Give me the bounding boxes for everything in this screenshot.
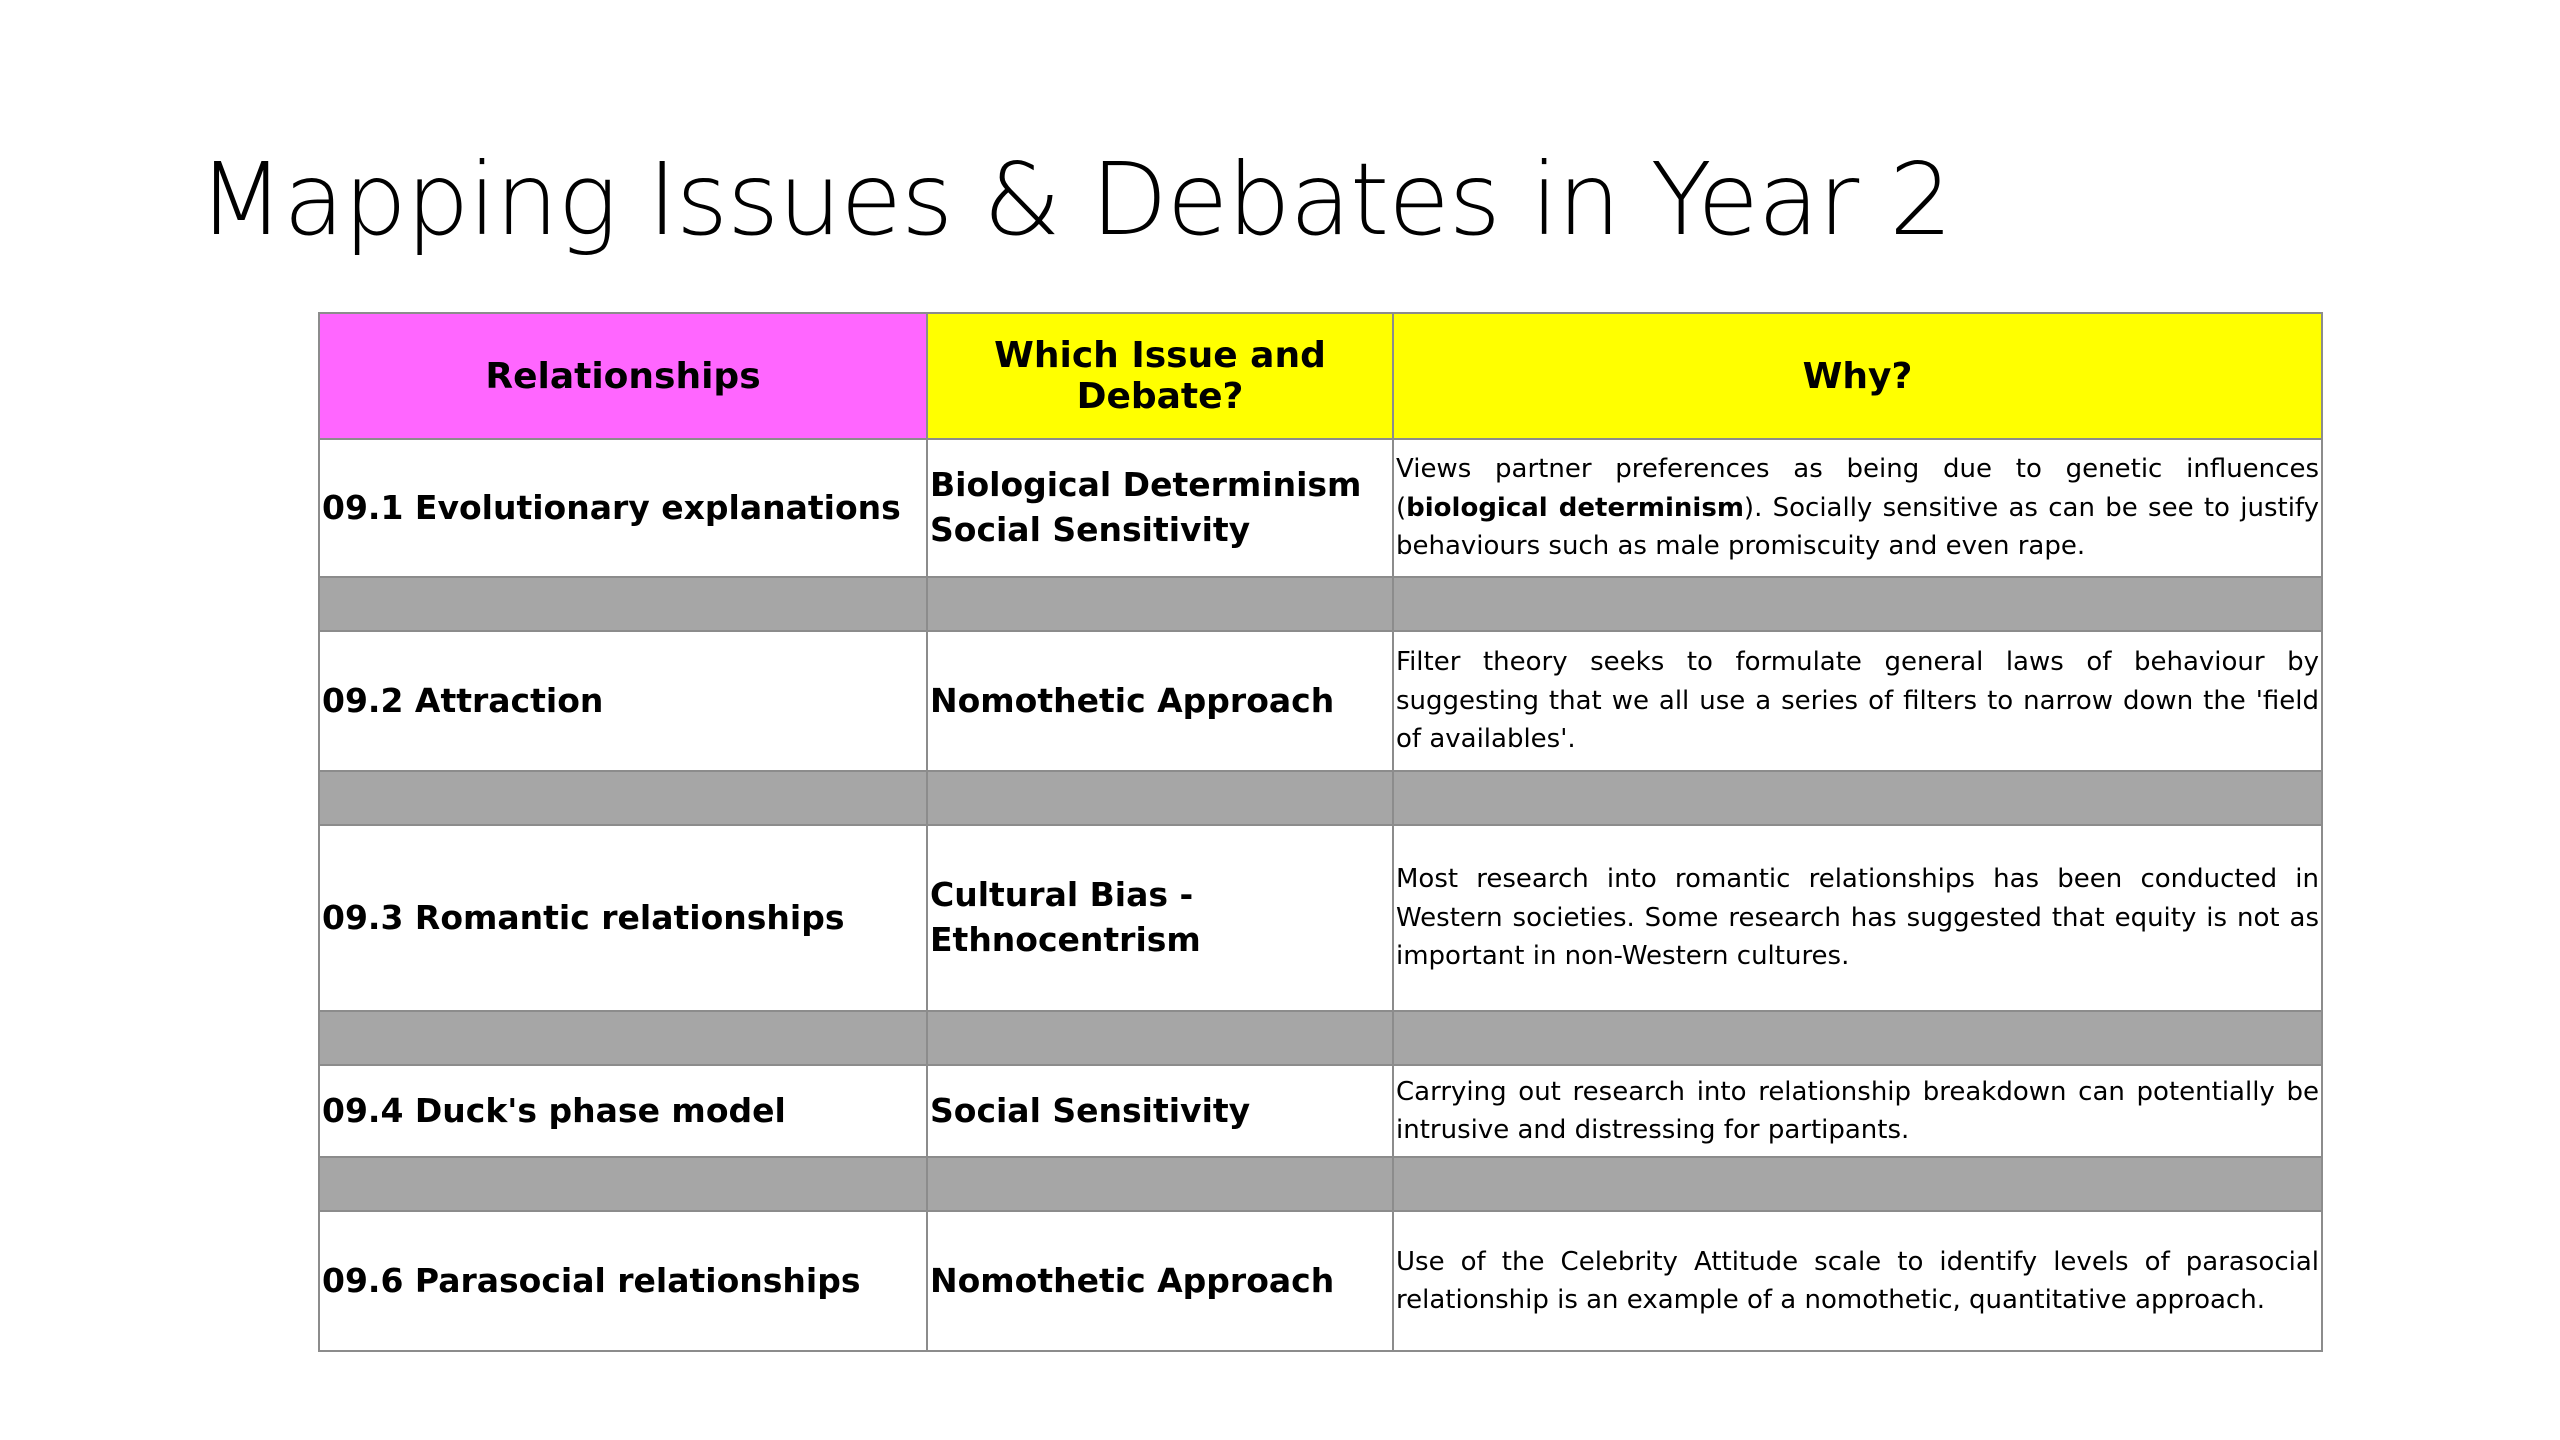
separator-row	[319, 577, 2322, 631]
why-cell	[1393, 439, 2322, 577]
header-why: Why?	[1393, 313, 2322, 439]
debate-cell: Nomothetic Approach	[927, 631, 1393, 771]
table-row	[319, 1065, 2322, 1157]
why-cell: Most research into romantic relationships has been conducted in Western societies. Some research has suggested that equity is not as important in non-Western cultures.	[1393, 825, 2322, 1011]
table-row	[319, 1211, 2322, 1351]
table-row	[319, 631, 2322, 771]
why-cell: Filter theory seeks to formulate general laws of behaviour by suggesting that we all use a series of filters to narrow down the 'field of availables'.	[1393, 631, 2322, 771]
debate-cell: Social Sensitivity	[927, 1065, 1393, 1157]
table-row	[319, 439, 2322, 577]
slide-title: Mapping Issues & Debates in Year 2	[198, 141, 1952, 258]
topic-cell: 09.1 Evolutionary explanations	[319, 439, 927, 577]
why-text: Views partner preferences as being due to genetic influences (	[1396, 454, 2319, 523]
topic-cell: 09.2 Attraction	[319, 631, 927, 771]
table-header-row	[319, 313, 2322, 439]
why-cell: Carrying out research into relationship breakdown can potentially be intrusive and distressing for partipants.	[1393, 1065, 2322, 1157]
debate-cell: Cultural Bias - Ethnocentrism	[927, 825, 1393, 1011]
separator-row	[319, 1157, 2322, 1211]
issues-debates-table	[318, 312, 2323, 1352]
separator-row	[319, 771, 2322, 825]
header-relationships: Relationships	[319, 313, 927, 439]
why-text: ). Socially sensitive as can be see to justify behaviours such as male promiscuity and even rape.	[1396, 492, 2320, 562]
topic-cell: 09.3 Romantic relationships	[319, 825, 927, 1011]
topic-cell: 09.6 Parasocial relationships	[319, 1211, 927, 1351]
separator-row	[319, 1011, 2322, 1065]
why-cell: Use of the Celebrity Attitude scale to identify levels of parasocial relationship is an example of a nomothetic, quantitative approach.	[1393, 1211, 2322, 1351]
table-row	[319, 825, 2322, 1011]
debate-cell: Nomothetic Approach	[927, 1211, 1393, 1351]
topic-cell: 09.4 Duck's phase model	[319, 1065, 927, 1157]
debate-cell: Biological Determinism Social Sensitivity	[927, 439, 1393, 577]
why-emphasis: biological determinism	[1406, 492, 1744, 523]
header-issue-debate: Which Issue and Debate?	[927, 313, 1393, 439]
